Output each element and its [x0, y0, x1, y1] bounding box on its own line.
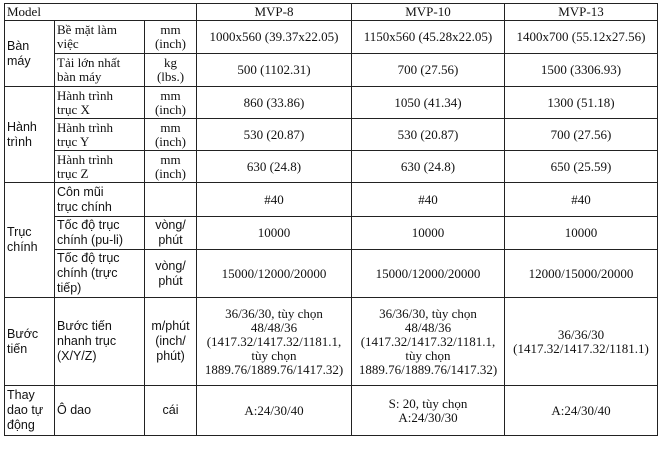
row-item-label: Tốc độ trục chính (pu-li) [55, 217, 145, 250]
value-cell: 630 (24.8) [197, 151, 352, 183]
value-cell: 10000 [505, 217, 658, 250]
table-row [5, 54, 658, 87]
value-cell: 1150x560 (45.28x22.05) [352, 21, 505, 54]
value-cell: #40 [352, 183, 505, 217]
row-item-label: Bề mặt làm việc [55, 21, 145, 54]
value-cell: 700 (27.56) [505, 119, 658, 151]
value-cell: 500 (1102.31) [197, 54, 352, 87]
row-unit [145, 183, 197, 217]
row-item-label: Ô dao [55, 386, 145, 436]
row-item-label: Tốc độ trục chính (trực tiếp) [55, 250, 145, 298]
value-cell: 36/36/30, tùy chọn 48/48/36 (1417.32/1417.32/1181.1, tùy chọn 1889.76/1889.76/1417.32) [197, 298, 352, 386]
value-cell: 530 (20.87) [197, 119, 352, 151]
row-unit: mm (inch) [145, 119, 197, 151]
value-cell: 650 (25.59) [505, 151, 658, 183]
section-spindle-name: Trục chính [5, 183, 55, 298]
model-mvp-10-header: MVP-10 [352, 4, 505, 21]
value-cell: S: 20, tùy chọn A:24/30/30 [352, 386, 505, 436]
row-item-label: Hành trình trục X [55, 87, 145, 119]
row-unit: kg (lbs.) [145, 54, 197, 87]
spec-table [4, 3, 658, 436]
table-row [5, 21, 658, 54]
row-unit: m/phút (inch/ phút) [145, 298, 197, 386]
value-cell: 10000 [352, 217, 505, 250]
section-toolchanger-name: Thay dao tự động [5, 386, 55, 436]
value-cell: 860 (33.86) [197, 87, 352, 119]
table-row [5, 183, 658, 217]
value-cell: 15000/12000/20000 [197, 250, 352, 298]
row-item-label: Hành trình trục Y [55, 119, 145, 151]
table-row [5, 298, 658, 386]
value-cell: #40 [505, 183, 658, 217]
table-row [5, 217, 658, 250]
value-cell: 1000x560 (39.37x22.05) [197, 21, 352, 54]
row-item-label: Côn mũi trục chính [55, 183, 145, 217]
value-cell: 1500 (3306.93) [505, 54, 658, 87]
value-cell: 1400x700 (55.12x27.56) [505, 21, 658, 54]
value-cell: 530 (20.87) [352, 119, 505, 151]
value-cell: A:24/30/40 [505, 386, 658, 436]
model-header: Model [5, 4, 197, 21]
value-cell: 700 (27.56) [352, 54, 505, 87]
header-row [5, 4, 658, 21]
row-unit: vòng/ phút [145, 217, 197, 250]
value-cell: A:24/30/40 [197, 386, 352, 436]
row-item-label: Hành trình trục Z [55, 151, 145, 183]
section-travel-name: Hành trình [5, 87, 55, 183]
row-unit: mm (inch) [145, 21, 197, 54]
value-cell: 630 (24.8) [352, 151, 505, 183]
row-item-label: Bước tiến nhanh trục (X/Y/Z) [55, 298, 145, 386]
value-cell: #40 [197, 183, 352, 217]
section-table-name: Bàn máy [5, 21, 55, 87]
row-unit: mm (inch) [145, 87, 197, 119]
value-cell: 1050 (41.34) [352, 87, 505, 119]
row-unit: cái [145, 386, 197, 436]
table-row [5, 87, 658, 119]
row-item-label: Tải lớn nhất bàn máy [55, 54, 145, 87]
section-feed-name: Bước tiến [5, 298, 55, 386]
table-row [5, 386, 658, 436]
model-mvp-13-header: MVP-13 [505, 4, 658, 21]
row-unit: mm (inch) [145, 151, 197, 183]
value-cell: 15000/12000/20000 [352, 250, 505, 298]
value-cell: 36/36/30 (1417.32/1417.32/1181.1) [505, 298, 658, 386]
value-cell: 12000/15000/20000 [505, 250, 658, 298]
model-mvp-8-header: MVP-8 [197, 4, 352, 21]
table-row [5, 151, 658, 183]
value-cell: 10000 [197, 217, 352, 250]
row-unit: vòng/ phút [145, 250, 197, 298]
table-row [5, 250, 658, 298]
table-row [5, 119, 658, 151]
value-cell: 1300 (51.18) [505, 87, 658, 119]
value-cell: 36/36/30, tùy chọn 48/48/36 (1417.32/1417.32/1181.1, tùy chọn 1889.76/1889.76/1417.32) [352, 298, 505, 386]
